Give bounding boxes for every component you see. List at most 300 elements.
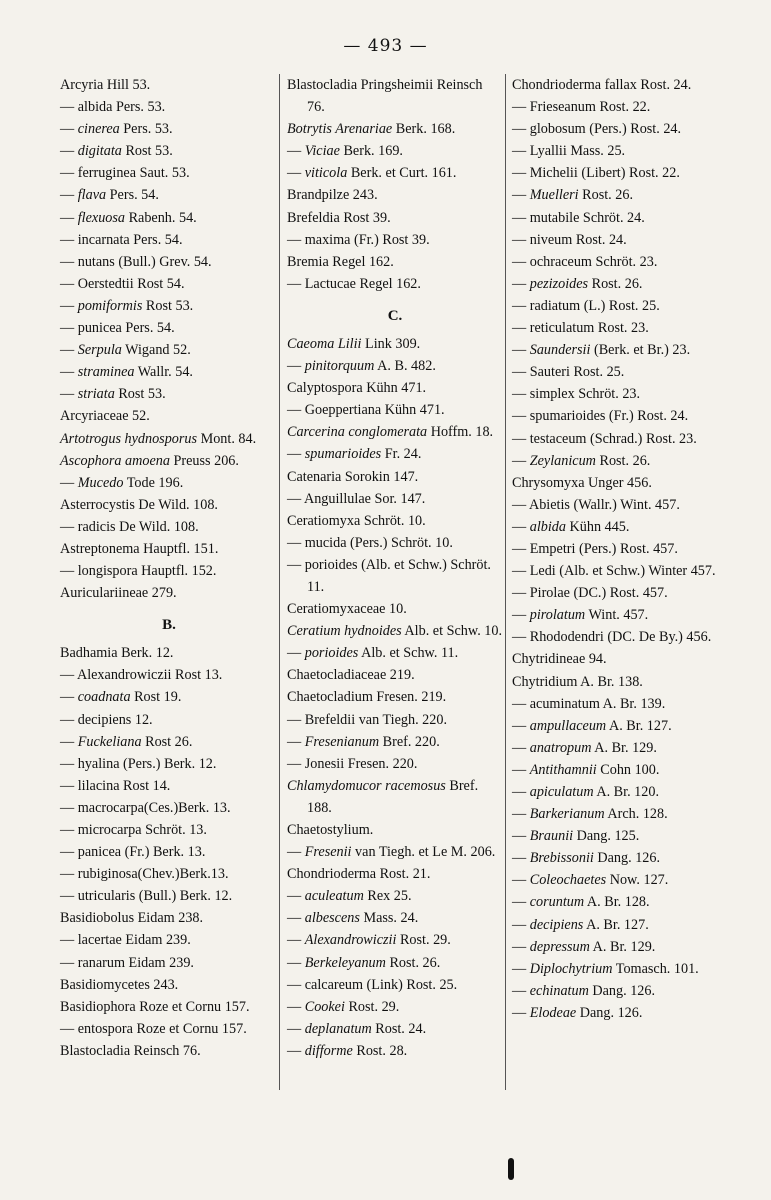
index-entry xyxy=(60,140,278,162)
index-entry xyxy=(512,891,726,913)
entry-text: — globosum (Pers.) Rost. 24. xyxy=(512,121,682,138)
entry-text: — xyxy=(512,342,530,359)
index-entry xyxy=(287,355,503,377)
index-entry xyxy=(287,952,503,974)
entry-text: — spumarioides (Fr.) Rost. 24. xyxy=(512,408,689,425)
entry-text: — calcareum (Link) Rost. 25. xyxy=(287,976,458,993)
index-column-3 xyxy=(512,74,726,1024)
index-entry xyxy=(287,399,503,421)
index-entry xyxy=(60,251,278,273)
entry-text: Wint. 457. xyxy=(585,607,649,624)
index-entry xyxy=(512,1002,726,1024)
entry-text: A. Br. 128. xyxy=(584,894,650,911)
index-entry xyxy=(512,560,726,582)
entry-text: Chaetocladium Fresen. 219. xyxy=(287,689,447,706)
index-entry xyxy=(512,184,726,206)
index-entry xyxy=(287,532,503,554)
italic-name: Diplochytrium xyxy=(529,960,613,977)
italic-name: Cookei xyxy=(304,998,345,1015)
italic-name: Chlamydomucor racemosus xyxy=(287,777,446,794)
index-entry xyxy=(60,929,278,951)
entry-text: A. Br. 127. xyxy=(583,916,649,933)
section-letter-heading xyxy=(60,610,278,638)
index-entry xyxy=(287,731,503,753)
entry-text: — xyxy=(512,872,530,889)
entry-text: Chrysomyxa Unger 456. xyxy=(512,474,652,491)
italic-name: echinatum xyxy=(529,982,589,999)
italic-name: albida xyxy=(529,518,566,535)
entry-text: Bremia Regel 162. xyxy=(287,253,394,270)
italic-name: straminea xyxy=(77,364,135,381)
entry-text: — xyxy=(287,645,305,662)
italic-name: Caeoma Lilii xyxy=(287,335,362,352)
italic-name: pinitorquum xyxy=(304,358,375,375)
index-entry xyxy=(287,140,503,162)
entry-text: — xyxy=(60,474,78,491)
entry-text: A. Br. 129. xyxy=(591,739,657,756)
index-entry xyxy=(60,907,278,929)
index-entry xyxy=(512,450,726,472)
italic-name: pezizoides xyxy=(529,275,589,292)
index-entry xyxy=(512,825,726,847)
index-entry xyxy=(287,775,503,819)
entry-text: Mont. 84. xyxy=(197,430,257,447)
index-entry xyxy=(60,295,278,317)
index-entry xyxy=(60,118,278,140)
entry-text: Basidiobolus Eidam 238. xyxy=(60,910,204,927)
index-entry xyxy=(512,516,726,538)
index-entry xyxy=(60,582,278,604)
index-entry xyxy=(60,863,278,885)
index-entry xyxy=(512,715,726,737)
entry-text: — rubiginosa(Chev.)Berk.13. xyxy=(60,866,229,883)
index-entry xyxy=(512,140,726,162)
index-entry xyxy=(60,664,278,686)
entry-text: — xyxy=(287,143,305,160)
italic-name: spumarioides xyxy=(304,446,382,463)
italic-name: Muelleri xyxy=(529,187,579,204)
index-entry xyxy=(287,1018,503,1040)
index-entry xyxy=(512,339,726,361)
index-entry xyxy=(512,162,726,184)
entry-text: Chaetocladiaceae 219. xyxy=(287,667,415,684)
entry-text: Rost. 29. xyxy=(396,932,451,949)
entry-text: A. Br. 127. xyxy=(606,717,672,734)
entry-text: — Michelii (Libert) Rost. 22. xyxy=(512,165,680,182)
italic-name: Viciae xyxy=(304,143,340,160)
entry-text: Kühn 445. xyxy=(566,518,630,535)
index-entry xyxy=(60,1040,278,1062)
entry-text: — xyxy=(60,364,78,381)
entry-text: — xyxy=(512,784,530,800)
italic-name: pomiformis xyxy=(77,297,143,314)
entry-text: — ochraceum Schröt. 23. xyxy=(512,253,658,270)
entry-text: — nutans (Bull.) Grev. 54. xyxy=(60,253,212,270)
index-entry xyxy=(512,847,726,869)
index-entry xyxy=(287,488,503,510)
entry-text: A. Br. 129. xyxy=(589,938,656,955)
entry-text: C. xyxy=(387,307,403,324)
index-entry xyxy=(60,317,278,339)
entry-text: Berk. 169. xyxy=(339,143,403,160)
italic-name: Ascophora amoena xyxy=(60,452,170,469)
italic-name: Elodeae xyxy=(529,1004,577,1021)
entry-text: Arch. 128. xyxy=(604,806,668,823)
entry-text: Catenaria Sorokin 147. xyxy=(287,468,419,485)
entry-text: — Jonesii Fresen. 220. xyxy=(287,755,418,772)
index-entry xyxy=(287,620,503,642)
entry-text: — acuminatum A. Br. 139. xyxy=(512,695,666,712)
index-entry xyxy=(512,648,726,670)
entry-text: Ceratiomyxaceae 10. xyxy=(287,601,407,618)
entry-text: — Alexandrowiczii Rost 13. xyxy=(60,667,223,684)
index-entry xyxy=(287,74,503,118)
entry-text: — radicis De Wild. 108. xyxy=(60,518,199,535)
index-entry xyxy=(60,96,278,118)
index-entry xyxy=(60,472,278,494)
index-entry xyxy=(512,207,726,229)
italic-name: albescens xyxy=(304,910,360,927)
entry-text: Brefeldia Rost 39. xyxy=(287,209,391,226)
entry-text: Berk. et Curt. 161. xyxy=(347,165,457,182)
entry-text: — Brefeldii van Tiegh. 220. xyxy=(287,711,447,728)
entry-text: Auriculariineae 279. xyxy=(60,585,177,602)
entry-text: Pers. 53. xyxy=(119,121,173,138)
entry-text: Cohn 100. xyxy=(596,761,660,778)
index-entry xyxy=(60,538,278,560)
entry-text: — xyxy=(512,960,530,977)
entry-text: — simplex Schröt. 23. xyxy=(512,386,641,403)
entry-text: Astreptonema Hauptfl. 151. xyxy=(60,540,219,557)
entry-text: — xyxy=(287,932,305,949)
entry-text: — panicea (Fr.) Berk. 13. xyxy=(60,844,206,861)
entry-text: — Anguillulae Sor. 147. xyxy=(287,490,426,507)
index-entry xyxy=(60,339,278,361)
index-entry xyxy=(287,996,503,1018)
entry-text: Basidiophora Roze et Cornu 157. xyxy=(60,998,250,1015)
entry-text: Berk. 168. xyxy=(392,121,456,138)
italic-name: Botrytis Arenariae xyxy=(287,121,393,138)
entry-text: Alb. et Schw. 10. xyxy=(401,623,503,640)
index-entry xyxy=(287,819,503,841)
italic-name: Artotrogus hydnosporus xyxy=(60,430,198,447)
index-entry xyxy=(512,472,726,494)
index-entry xyxy=(287,753,503,775)
entry-text: Hoffm. 18. xyxy=(427,424,494,441)
italic-name: striata xyxy=(77,386,115,403)
index-entry xyxy=(60,841,278,863)
index-entry xyxy=(512,869,726,891)
entry-text: Fr. 24. xyxy=(381,446,422,463)
index-entry xyxy=(60,797,278,819)
entry-text: — xyxy=(512,607,530,624)
italic-name: Brebissonii xyxy=(529,850,594,867)
index-entry xyxy=(60,996,278,1018)
entry-text: Rost. 26. xyxy=(385,954,441,971)
index-entry xyxy=(60,686,278,708)
index-entry xyxy=(287,642,503,664)
entry-text: — xyxy=(60,187,78,204)
italic-name: Serpula xyxy=(77,342,122,359)
entry-text: — xyxy=(287,733,305,750)
entry-text: — niveum Rost. 24. xyxy=(512,231,627,248)
index-entry xyxy=(60,516,278,538)
entry-text: — testaceum (Schrad.) Rost. 23. xyxy=(512,430,697,447)
index-entry xyxy=(287,251,503,273)
index-entry xyxy=(512,737,726,759)
ink-blot xyxy=(508,1158,514,1180)
entry-text: Rost. 24. xyxy=(371,1020,427,1037)
entry-text: — xyxy=(60,297,78,314)
index-column-2 xyxy=(287,74,503,1062)
index-entry xyxy=(512,759,726,781)
entry-text: — xyxy=(512,938,530,955)
index-entry xyxy=(60,709,278,731)
index-entry xyxy=(287,377,503,399)
italic-name: Saundersii xyxy=(529,342,591,359)
index-entry xyxy=(512,74,726,96)
entry-text: — xyxy=(287,998,305,1015)
index-entry xyxy=(512,604,726,626)
entry-text: — Ledi (Alb. et Schw.) Winter 457. xyxy=(512,563,716,580)
index-entry xyxy=(287,598,503,620)
index-entry xyxy=(60,361,278,383)
index-entry xyxy=(512,428,726,450)
index-entry xyxy=(287,1040,503,1062)
entry-text: Bref. 220. xyxy=(379,733,440,750)
entry-text: — mucida (Pers.) Schröt. 10. xyxy=(287,534,453,551)
entry-text: — xyxy=(287,1020,305,1037)
index-entry xyxy=(60,731,278,753)
italic-name: Antithamnii xyxy=(529,761,597,778)
entry-text: Dang. 125. xyxy=(573,828,640,845)
italic-name: Coleochaetes xyxy=(529,872,607,889)
entry-text: Wallr. 54. xyxy=(134,364,193,381)
index-entry xyxy=(287,907,503,929)
entry-text: — decipiens 12. xyxy=(60,711,153,728)
italic-name: aculeatum xyxy=(304,888,364,905)
entry-text: Arcyria Hill 53. xyxy=(60,77,151,93)
index-column-1 xyxy=(60,74,278,1062)
index-entry xyxy=(287,273,503,295)
entry-text: Chondrioderma Rost. 21. xyxy=(287,866,431,883)
index-entry xyxy=(512,361,726,383)
italic-name: difforme xyxy=(304,1042,353,1059)
entry-text: — xyxy=(287,954,305,971)
italic-name: porioides xyxy=(304,645,359,662)
entry-text: — xyxy=(60,342,78,359)
entry-text: Rost. 26. xyxy=(578,187,633,204)
index-entry xyxy=(60,383,278,405)
index-entry xyxy=(60,753,278,775)
index-entry xyxy=(287,554,503,598)
index-entry xyxy=(287,443,503,465)
index-entry xyxy=(60,184,278,206)
entry-text: — mutabile Schröt. 24. xyxy=(512,209,645,226)
index-entry xyxy=(512,958,726,980)
italic-name: Fresenii xyxy=(304,844,352,861)
entry-text: Link 309. xyxy=(361,335,421,352)
entry-text: — hyalina (Pers.) Berk. 12. xyxy=(60,755,217,772)
italic-name: cinerea xyxy=(77,121,120,138)
index-entry xyxy=(287,664,503,686)
italic-name: Berkeleyanum xyxy=(304,954,386,971)
entry-text: Chaetostylium. xyxy=(287,822,374,838)
entry-text: A. B. 482. xyxy=(374,358,436,375)
entry-text: — xyxy=(60,121,78,138)
entry-text: — utricularis (Bull.) Berk. 12. xyxy=(60,888,233,905)
index-entry xyxy=(287,207,503,229)
italic-name: coruntum xyxy=(529,894,585,911)
index-entry xyxy=(60,775,278,797)
entry-text: — xyxy=(512,806,530,823)
entry-text: — microcarpa Schröt. 13. xyxy=(60,822,207,838)
entry-text: — lacertae Eidam 239. xyxy=(60,932,191,949)
entry-text: — radiatum (L.) Rost. 25. xyxy=(512,297,660,314)
entry-text: Rost 53. xyxy=(114,386,166,403)
entry-text: — ferruginea Saut. 53. xyxy=(60,165,190,182)
index-entry xyxy=(287,841,503,863)
entry-text: — xyxy=(512,982,530,999)
column-divider xyxy=(505,74,506,1090)
entry-text: (Berk. et Br.) 23. xyxy=(590,342,691,359)
italic-name: Alexandrowiczii xyxy=(304,932,397,949)
index-entry xyxy=(60,428,278,450)
italic-name: apiculatum xyxy=(529,784,594,800)
entry-text: Rost. 26. xyxy=(588,275,643,292)
index-entry xyxy=(60,642,278,664)
entry-text: — xyxy=(512,828,530,845)
index-entry xyxy=(60,494,278,516)
entry-text: Badhamia Berk. 12. xyxy=(60,645,174,662)
entry-text: — Frieseanum Rost. 22. xyxy=(512,99,651,116)
italic-name: Zeylanicum xyxy=(529,452,596,469)
entry-text: Now. 127. xyxy=(606,872,669,889)
index-entry xyxy=(60,885,278,907)
italic-name: Mucedo xyxy=(77,474,124,491)
index-entry xyxy=(512,251,726,273)
entry-text: — entospora Roze et Cornu 157. xyxy=(60,1020,247,1037)
entry-text: — xyxy=(60,143,78,160)
entry-text: — reticulatum Rost. 23. xyxy=(512,320,649,337)
entry-text: — maxima (Fr.) Rost 39. xyxy=(287,231,430,248)
italic-name: digitata xyxy=(77,143,122,160)
entry-text: — Rhododendri (DC. De By.) 456. xyxy=(512,629,712,646)
index-entry xyxy=(512,118,726,140)
index-entry xyxy=(512,317,726,339)
entry-text: — xyxy=(512,187,530,204)
index-entry xyxy=(287,184,503,206)
entry-text: — porioides (Alb. et Schw.) Schröt. 11. xyxy=(287,556,491,595)
italic-name: viticola xyxy=(304,165,348,182)
index-entry xyxy=(512,273,726,295)
entry-text: Tode 196. xyxy=(123,474,184,491)
entry-text: Chondrioderma fallax Rost. 24. xyxy=(512,77,692,93)
entry-text: Mass. 24. xyxy=(359,910,419,927)
index-entry xyxy=(512,494,726,516)
entry-text: — xyxy=(512,894,530,911)
entry-text: Rex 25. xyxy=(363,888,412,905)
entry-text: Pers. 54. xyxy=(106,187,159,204)
entry-text: — xyxy=(512,518,530,535)
entry-text: — Lyallii Mass. 25. xyxy=(512,143,626,160)
index-entry xyxy=(287,929,503,951)
entry-text: — xyxy=(512,1004,530,1021)
entry-text: — xyxy=(512,916,530,933)
index-entry xyxy=(512,781,726,803)
index-entry xyxy=(60,229,278,251)
section-letter-heading xyxy=(287,301,503,329)
entry-text: Alb. et Schw. 11. xyxy=(358,645,459,662)
entry-text: Rost 53. xyxy=(121,143,173,160)
entry-text: Blastocladia Pringsheimii Reinsch 76. xyxy=(287,77,483,116)
entry-text: — Oerstedtii Rost 54. xyxy=(60,275,185,292)
entry-text: Rost. 29. xyxy=(344,998,400,1015)
index-entry xyxy=(287,686,503,708)
index-entry xyxy=(287,333,503,355)
entry-text: Dang. 126. xyxy=(576,1004,643,1021)
entry-text: — ranarum Eidam 239. xyxy=(60,954,194,971)
italic-name: Carcerina conglomerata xyxy=(287,424,428,441)
entry-text: — xyxy=(287,844,305,861)
italic-name: anatropum xyxy=(529,739,592,756)
index-entry xyxy=(512,96,726,118)
entry-text: Arcyriaceae 52. xyxy=(60,408,150,425)
index-entry xyxy=(60,819,278,841)
entry-text: Dang. 126. xyxy=(593,850,661,867)
index-entry xyxy=(512,693,726,715)
index-entry xyxy=(512,914,726,936)
entry-text: B. xyxy=(162,617,176,634)
entry-text: — Empetri (Pers.) Rost. 457. xyxy=(512,540,678,557)
entry-text: — Sauteri Rost. 25. xyxy=(512,364,625,381)
italic-name: flexuosa xyxy=(77,209,126,226)
index-entry xyxy=(60,162,278,184)
entry-text: Rost 19. xyxy=(130,689,182,706)
entry-text: Wigand 52. xyxy=(121,342,191,359)
entry-text: Calyptospora Kühn 471. xyxy=(287,380,427,397)
italic-name: depressum xyxy=(529,938,590,955)
entry-text: Ceratiomyxa Schröt. 10. xyxy=(287,512,426,529)
index-entry xyxy=(512,295,726,317)
italic-name: flava xyxy=(77,187,107,204)
entry-text: — lilacina Rost 14. xyxy=(60,777,171,794)
italic-name: Braunii xyxy=(529,828,574,845)
index-entry xyxy=(60,560,278,582)
entry-text: — xyxy=(287,446,305,463)
index-entry xyxy=(512,229,726,251)
entry-text: Rost. 26. xyxy=(595,452,651,469)
index-entry xyxy=(60,1018,278,1040)
index-entry xyxy=(512,383,726,405)
entry-text: — Pirolae (DC.) Rost. 457. xyxy=(512,585,668,602)
index-entry xyxy=(287,709,503,731)
entry-text: Dang. 126. xyxy=(588,982,656,999)
italic-name: coadnata xyxy=(77,689,131,706)
index-entry xyxy=(512,582,726,604)
entry-text: Basidiomycetes 243. xyxy=(60,976,179,993)
entry-text: — xyxy=(512,452,530,469)
index-entry xyxy=(60,952,278,974)
entry-text: Tomasch. 101. xyxy=(612,960,699,977)
index-entry xyxy=(512,405,726,427)
index-entry xyxy=(60,405,278,427)
entry-text: Chytridium A. Br. 138. xyxy=(512,673,643,690)
entry-text: Chytridineae 94. xyxy=(512,651,607,668)
index-entry xyxy=(287,863,503,885)
entry-text: — longispora Hauptfl. 152. xyxy=(60,563,217,580)
entry-text: — xyxy=(60,689,78,706)
